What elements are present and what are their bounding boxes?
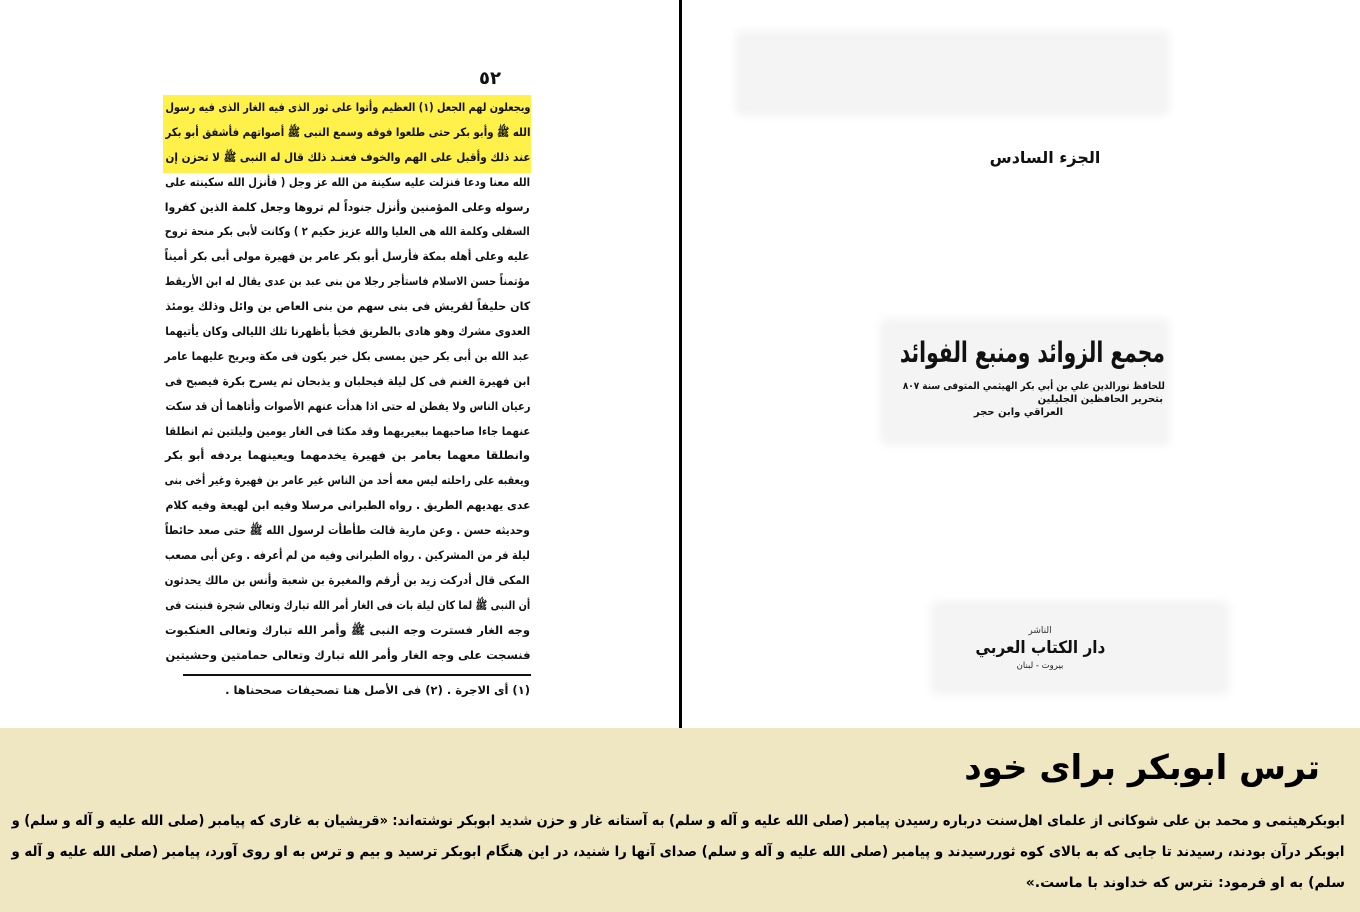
editor-text: بتحرير الحافظين الجليلين <box>1037 394 1163 405</box>
line-text: عنهما جاءا صاحبهما ببعيريهما وقد مكثا فى الغار يومين وليلتين ثم انطلقا <box>164 423 530 438</box>
line-text: المكى قال أدركت زيد بن أرقم والمغيرة بن شعبة وأنس بن مالك يحدثون <box>164 572 530 587</box>
publisher-label <box>990 625 1090 637</box>
page-number: ٥٢ <box>479 68 501 89</box>
text-line <box>165 568 530 593</box>
caption-line <box>12 837 1345 868</box>
line-text: ليلة فر من المشركين . رواه الطبرانى وفيه من لم أعرفه . وعن أبى مصعب <box>164 548 530 563</box>
text-line <box>165 443 530 468</box>
line-text: السفلى وكلمة الله هى العليا والله عزيز حكيم ٢ ) وكانت لأبى بكر منحة تروح <box>165 224 530 239</box>
text-line <box>165 618 530 643</box>
city-text: بيروت - لبنان <box>1016 661 1064 671</box>
publisher-city <box>990 660 1090 672</box>
line-text: وحديثه حسن . وعن مارية قالت طأطأت لرسول الله ﷺ حتى صعد حائطاً <box>165 523 530 538</box>
line-text: كان حليفاً لقريش فى بنى سهم من بنى العاص بن وائل وذلك يومئذ <box>164 299 530 314</box>
author-line <box>903 379 1165 394</box>
text-line <box>165 195 530 220</box>
caption-line <box>12 806 1345 837</box>
volume-label <box>960 146 1130 170</box>
editor-text: العراقي وابن حجر <box>973 407 1063 418</box>
line-text: مؤتمناً حسن الاسلام فاستأجر رجلا من بنى عبد بن عدى يقال له ابن الأريقط <box>165 274 530 289</box>
text-line <box>165 170 530 195</box>
vertical-divider <box>679 0 682 728</box>
line-text: الله ﷺ وأبو بكر حتى طلعوا فوقه وسمع النبى ﷺ أصواتهم فأشفق أبو بكر <box>165 124 530 139</box>
text-line <box>165 394 530 419</box>
text-line <box>165 593 530 618</box>
line-text: عبد الله بن أبى بكر حين يمسى بكل خبر يكون فى مكة ويريح عليهما عامر <box>165 348 530 363</box>
highlighted-text-line <box>165 95 530 120</box>
line-text: عليه وعلى أهله بمكة فأرسل أبو بكر عامر بن فهيرة مولى أبى بكر أميناً <box>164 249 530 264</box>
line-text: ويعقبه على راحلته ليس معه أحد من الناس غير عامر بن فهيرة وغير أخى بنى <box>164 473 530 488</box>
line-text: العدوى مشرك وهو هادى بالطريق فخبأ بأظهرنا تلك الليالى وكان يأتيهما <box>165 324 530 339</box>
text-line <box>165 643 530 668</box>
volume-text: الجزء السادس <box>989 148 1101 167</box>
line-text: عدى يهديهم الطريق . رواه الطبرانى مرسلا وفيه ابن لهيعة وفيه كلام <box>164 498 530 513</box>
text-line <box>165 344 530 369</box>
page-text <box>165 95 530 667</box>
text-line <box>165 369 530 394</box>
line-text: الله معنا ودعا فنزلت عليه سكينة من الله عز وجل ( فأنزل الله سكينته على <box>164 174 530 189</box>
editor-line <box>955 406 1063 420</box>
publisher-text: دار الكتاب العربي <box>974 638 1106 658</box>
footnote-divider <box>183 674 531 676</box>
line-text: وانطلقا معهما بعامر بن فهيرة يخدمهما ويعينهما يردفه أبو بكر <box>165 448 530 463</box>
text-line <box>165 543 530 568</box>
line-text: رعيان الناس ولا يفطن له حتى اذا هدأت عنهم الأصوات وأتاهما أن قد سكت <box>164 398 530 413</box>
text-line <box>165 219 530 244</box>
line-text: وجه الغار فسترت وجه النبى ﷺ وأمر الله تبارك وتعالى العنكبوت <box>165 622 530 637</box>
line-text: أن النبى ﷺ لما كان ليلة بات فى الغار أمر الله تبارك وتعالى شجرة فنبتت فى <box>164 597 530 612</box>
book-title <box>900 332 1165 374</box>
highlighted-text-line <box>165 120 530 145</box>
publisher-label-text: الناشر <box>1028 626 1052 636</box>
text-line <box>165 419 530 444</box>
line-text: رسوله وعلى المؤمنين وأنزل جنوداً لم تروها وجعل كلمة الذين كفروا <box>165 199 530 214</box>
line-text: فنسجت على وجه الغار وأمر الله تبارك وتعالى حمامتين وحشيتين <box>165 647 530 662</box>
line-text: ويجعلون لهم الجعل (١) العظيم وأتوا على ثور الذى فيه الغار الذى فيه رسول <box>165 100 530 114</box>
text-line <box>165 294 530 319</box>
scan-tint <box>735 30 1170 116</box>
text-line <box>165 269 530 294</box>
text-line <box>165 244 530 269</box>
caption-line-text: ابوبکر درآن بودند، رسیدند تا جایی که به بالای کوه ثوررسیدند و پیامبر (صلی الله علیه و آله و سلم) صدای آنها را شنید، در این هنگام ابوبکر ترسید و بیم و ترس به او روی آورد، پیامبر (صلی الله علیه و آله و <box>11 844 1345 860</box>
caption-body <box>12 806 1345 899</box>
caption-line <box>12 868 1345 899</box>
publisher-name <box>975 637 1105 659</box>
book-title-text: مجمع الزوائد ومنبع الفوائد <box>900 336 1165 369</box>
line-text: عند ذلك وأقبل على الهم والخوف فعنـد ذلك قال له النبى ﷺ لا تحزن إن <box>165 149 530 164</box>
line-text: ابن فهيرة الغنم فى كل ليلة فيحلبان و يذبحان ثم يسرح بكرة فيصبح فى <box>165 373 530 388</box>
author-text: للحافظ نورالدين علي بن أبي بكر الهيثمي المتوفى سنة ٨٠٧ <box>902 381 1165 392</box>
text-line <box>165 493 530 518</box>
text-line <box>165 468 530 493</box>
caption-band <box>0 728 1360 912</box>
text-line <box>165 518 530 543</box>
caption-line-text: سلم) به او فرمود: نترس که خداوند با ماست.» <box>1025 875 1345 891</box>
caption-title: ترس ابوبکر برای خود <box>964 748 1320 788</box>
editor-line <box>1005 393 1163 407</box>
text-line <box>165 319 530 344</box>
footnote: (١) أى الاجرة . (٢) فى الأصل هنا تصحيفات صححناها . <box>225 683 530 697</box>
caption-line-text: ابوبکرهیثمی و محمد بن علی شوکانی از علمای اهل‌سنت درباره رسیدن پیامبر (صلی الله علیه و آله و سلم) به آستانه غار و حزن شدید ابوبکر نوشته‌اند: «قریشیان به غاری که پیامبر (صلی الله علیه و آله و سلم) و <box>12 813 1345 829</box>
highlighted-text-line <box>165 145 530 170</box>
